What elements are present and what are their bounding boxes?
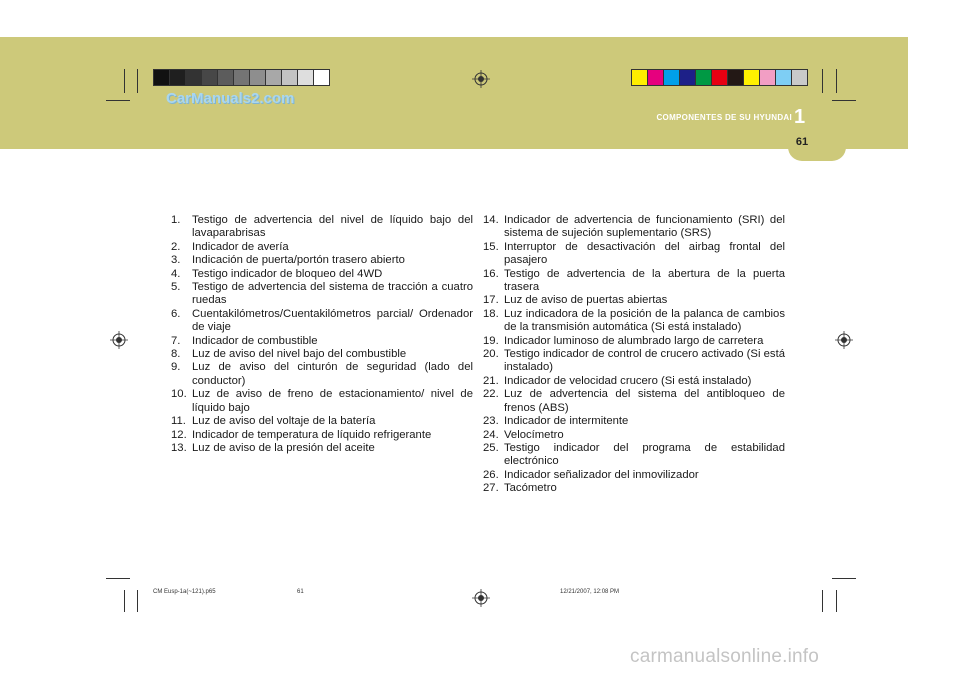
watermark-logo[interactable]: CarManuals2.com: [166, 90, 295, 107]
footer-filename: CM Eusp-1a(~121).p65: [153, 589, 216, 595]
footer-page: 61: [297, 589, 304, 595]
list-item: [171, 361, 473, 388]
list-item: [483, 214, 785, 241]
list-item-text: Testigo de advertencia de la abertura de la puerta trasera: [504, 267, 785, 294]
list-item-number: 26.: [483, 468, 499, 481]
list-item-number: 24.: [483, 428, 499, 441]
list-item-number: 20.: [483, 348, 499, 361]
list-item: [483, 348, 785, 375]
list-item-number: 10.: [171, 388, 187, 401]
crop-mark: [836, 590, 837, 612]
list-item-number: 22.: [483, 388, 499, 401]
list-item: [171, 214, 473, 241]
list-item-text: Indicación de puerta/portón trasero abierto: [192, 254, 405, 267]
crop-mark: [106, 100, 130, 101]
list-item-number: 3.: [171, 254, 181, 267]
list-item-number: 19.: [483, 334, 499, 347]
gray-swatch: [297, 69, 314, 86]
list-item: [171, 268, 473, 281]
list-item: [483, 375, 785, 388]
list-item: [483, 482, 785, 495]
list-item-text: Interruptor de desactivación del airbag frontal del pasajero: [504, 240, 785, 267]
list-item-text: Testigo indicador del programa de estabilidad electrónico: [504, 441, 785, 468]
list-item: [171, 415, 473, 428]
registration-mark-icon: [472, 589, 490, 607]
list-item-number: 18.: [483, 307, 499, 320]
color-swatch: [679, 69, 696, 86]
indicator-list-left: [171, 214, 473, 455]
list-item-number: 2.: [171, 240, 181, 253]
list-item-text: Indicador de temperatura de líquido refrigerante: [192, 428, 432, 441]
gray-swatch: [185, 69, 202, 86]
list-item-text: Luz de aviso de puertas abiertas: [504, 294, 668, 307]
crop-mark: [106, 578, 130, 579]
crop-mark: [124, 590, 125, 612]
list-item-text: Indicador luminoso de alumbrado largo de carretera: [504, 334, 764, 347]
chapter-number: 1: [794, 106, 806, 128]
crop-mark: [832, 100, 856, 101]
list-item: [483, 415, 785, 428]
list-item: [483, 429, 785, 442]
registration-mark-icon: [835, 331, 853, 349]
list-item-text: Indicador de velocidad crucero (Si está instalado): [504, 374, 752, 387]
crop-mark: [822, 69, 823, 93]
list-item-number: 5.: [171, 281, 181, 294]
list-item-number: 1.: [171, 214, 181, 226]
list-item-number: 25.: [483, 441, 499, 454]
list-item: [171, 241, 473, 254]
list-item-number: 17.: [483, 294, 499, 307]
color-swatch: [759, 69, 776, 86]
list-item-text: Indicador de advertencia de funcionamiento (SRI) del sistema de sujeción suplementario (SRS): [504, 214, 785, 240]
crop-mark: [836, 69, 837, 93]
list-item-number: 15.: [483, 240, 499, 253]
list-item-number: 23.: [483, 415, 499, 428]
registration-mark-icon: [110, 331, 128, 349]
list-item-text: Indicador de avería: [192, 240, 289, 253]
list-item-number: 9.: [171, 361, 181, 374]
color-swatch: [631, 69, 648, 86]
list-item-text: Indicador de combustible: [192, 334, 318, 347]
list-item-text: Velocímetro: [504, 428, 564, 441]
header-band: [0, 37, 908, 149]
crop-mark: [832, 578, 856, 579]
list-item: [483, 469, 785, 482]
list-item-text: Luz de aviso de la presión del aceite: [192, 441, 375, 454]
registration-mark-icon: [472, 70, 490, 88]
list-item-text: Indicador señalizador del inmovilizador: [504, 468, 699, 481]
gray-swatch: [265, 69, 282, 86]
list-item: [171, 388, 473, 415]
gray-swatch: [281, 69, 298, 86]
section-title: COMPONENTES DE SU HYUNDAI: [656, 113, 792, 122]
gray-color-strip: [153, 69, 329, 86]
list-item-number: 21.: [483, 374, 499, 387]
list-item: [171, 429, 473, 442]
list-item-number: 8.: [171, 348, 181, 361]
list-item-number: 12.: [171, 428, 187, 441]
list-item: [171, 335, 473, 348]
color-swatch: [695, 69, 712, 86]
list-item-number: 14.: [483, 214, 499, 226]
list-item-number: 11.: [171, 415, 186, 428]
indicator-list-right: [483, 214, 785, 496]
list-item: [483, 442, 785, 469]
list-item: [483, 268, 785, 295]
list-item-number: 6.: [171, 307, 181, 320]
gray-swatch: [249, 69, 266, 86]
gray-swatch: [153, 69, 170, 86]
crop-mark: [822, 590, 823, 612]
list-item: [171, 348, 473, 361]
list-item-number: 7.: [171, 334, 181, 347]
footer-date: 12/21/2007, 12:08 PM: [560, 589, 620, 595]
list-item-text: Luz de aviso del cinturón de seguridad (lado del conductor): [192, 361, 473, 387]
color-swatch: [727, 69, 744, 86]
list-item-text: Testigo indicador de bloqueo del 4WD: [192, 267, 383, 280]
list-item-number: 27.: [483, 482, 499, 495]
list-item-number: 13.: [171, 441, 187, 454]
watermark-footer[interactable]: carmanualsonline.info: [630, 646, 820, 667]
list-item: [171, 281, 473, 308]
gray-swatch: [217, 69, 234, 86]
gray-swatch: [201, 69, 218, 86]
list-item-text: Luz de aviso de freno de estacionamiento/ nivel de líquido bajo: [192, 388, 473, 414]
color-swatch: [663, 69, 680, 86]
color-swatch: [711, 69, 728, 86]
color-swatch: [775, 69, 792, 86]
list-item-number: 4.: [171, 267, 181, 280]
list-item: [171, 254, 473, 267]
list-item: [483, 388, 785, 415]
gray-swatch: [233, 69, 250, 86]
list-item-text: Tacómetro: [504, 482, 557, 495]
page-number: 61: [795, 136, 809, 148]
list-item-text: Luz indicadora de la posición de la palanca de cambios de la transmisión automática (Si está instalado): [504, 307, 785, 334]
list-item: [171, 442, 473, 455]
color-swatch: [743, 69, 760, 86]
list-item-text: Testigo de advertencia del nivel de líquido bajo del lavaparabrisas: [192, 214, 473, 240]
list-item-text: Luz de aviso del voltaje de la batería: [192, 415, 376, 428]
gray-swatch: [313, 69, 330, 86]
list-item-text: Testigo de advertencia del sistema de tracción a cuatro ruedas: [192, 281, 473, 307]
crop-mark: [137, 69, 138, 93]
list-item-number: 16.: [483, 267, 499, 280]
list-item-text: Indicador de intermitente: [504, 415, 629, 428]
list-item: [483, 294, 785, 307]
list-item: [483, 335, 785, 348]
list-item-text: Cuentakilómetros/Cuentakilómetros parcial/ Ordenador de viaje: [192, 307, 473, 334]
color-swatch: [791, 69, 808, 86]
crop-mark: [137, 590, 138, 612]
crop-mark: [124, 69, 125, 93]
list-item: [171, 308, 473, 335]
list-item-text: Testigo indicador de control de crucero activado (Si está instalado): [504, 348, 785, 374]
list-item: [483, 241, 785, 268]
list-item: [483, 308, 785, 335]
gray-swatch: [169, 69, 186, 86]
list-item-text: Luz de aviso del nivel bajo del combustible: [192, 348, 407, 361]
color-calibration-strip: [631, 69, 807, 86]
color-swatch: [647, 69, 664, 86]
list-item-text: Luz de advertencia del sistema del antibloqueo de frenos (ABS): [504, 388, 785, 414]
